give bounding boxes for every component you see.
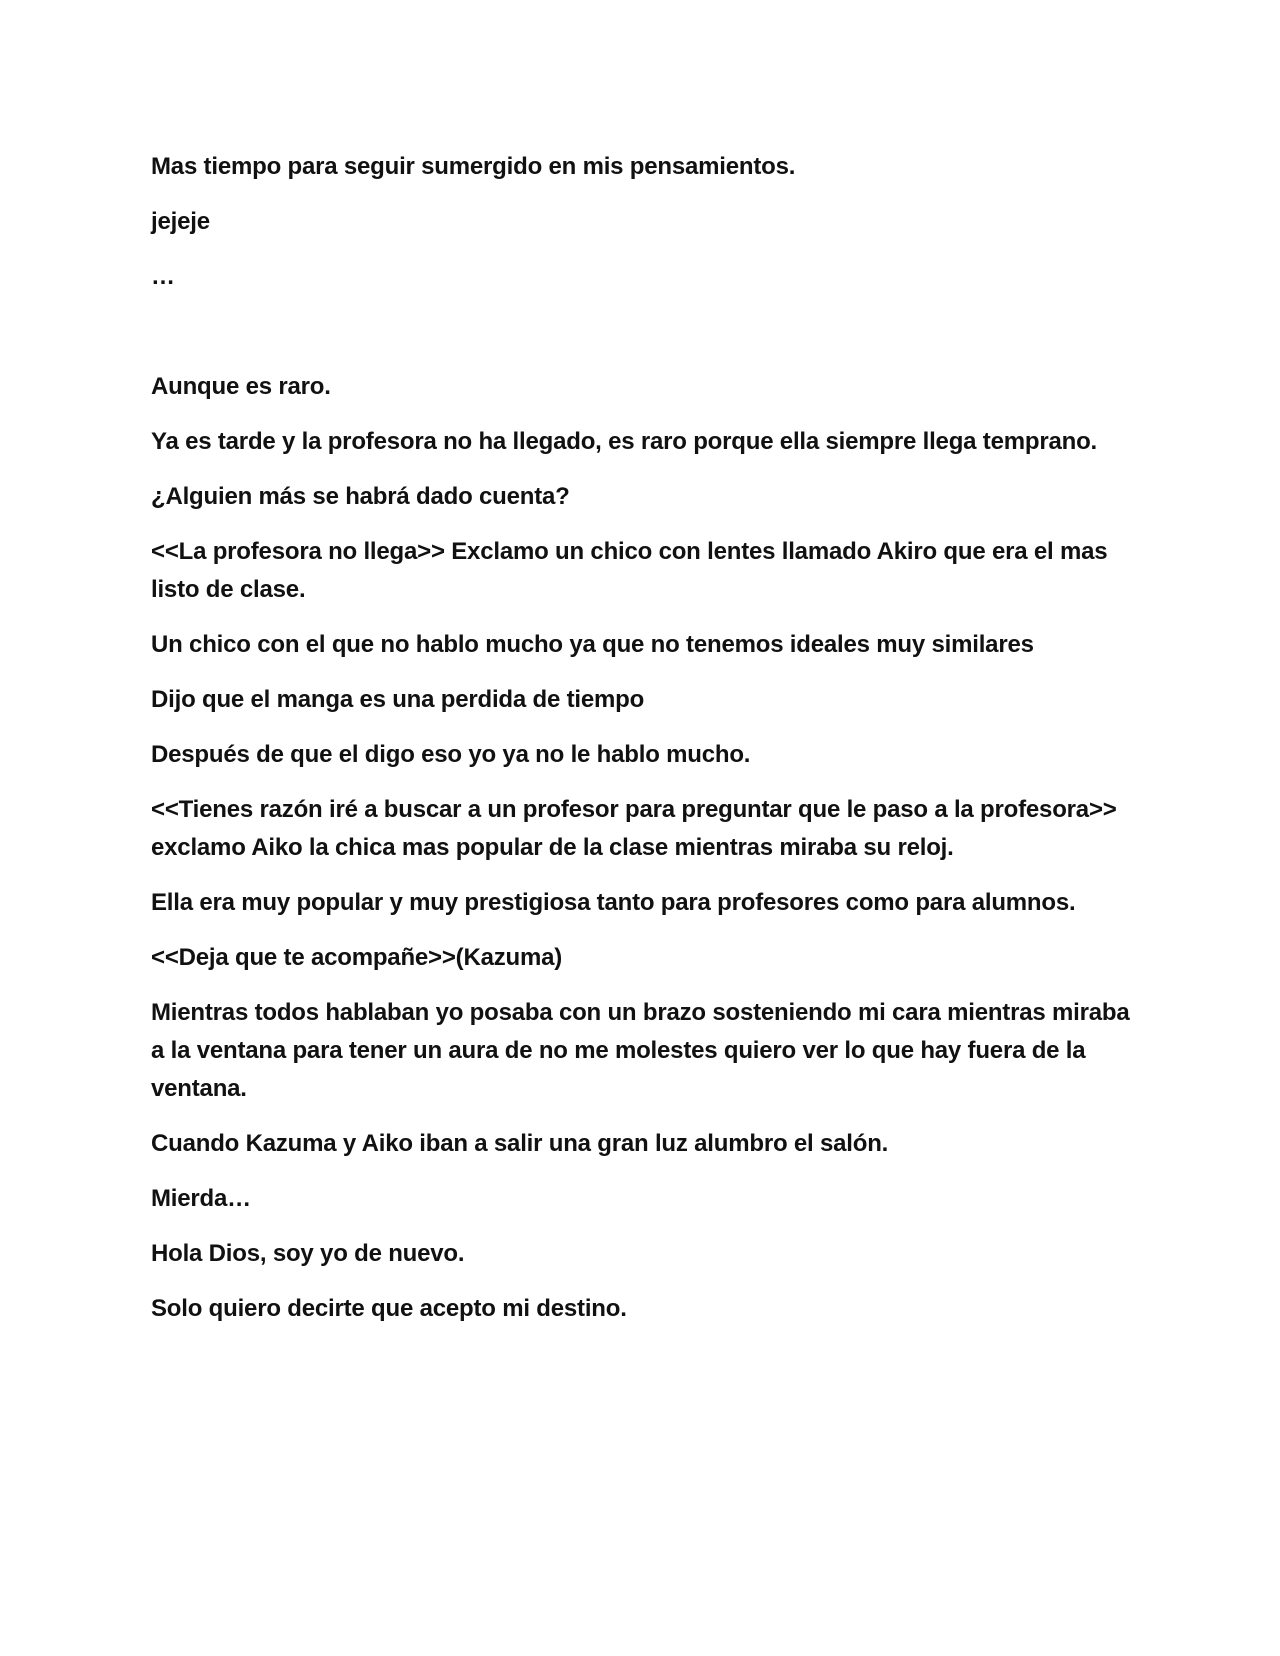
paragraph: Dijo que el manga es una perdida de tiempo [151, 686, 645, 713]
paragraph: Hola Dios, soy yo de nuevo. [151, 1240, 465, 1267]
paragraph: <<Tienes razón iré a buscar a un profesor para preguntar que le paso a la profesora>> exclamo Aiko la chica mas popular de la clase mientras miraba su reloj. [151, 796, 1117, 861]
paragraph: jejeje [151, 208, 210, 235]
paragraph: Solo quiero decirte que acepto mi destino. [151, 1295, 627, 1322]
paragraph: ¿Alguien más se habrá dado cuenta? [151, 483, 570, 510]
paragraph: <<La profesora no llega>> Exclamo un chico con lentes llamado Akiro que era el mas listo de clase. [151, 538, 1108, 603]
paragraph: Mientras todos hablaban yo posaba con un brazo sosteniendo mi cara mientras miraba a la ventana para tener un aura de no me molestes quiero ver lo que hay fuera de la ventana. [151, 999, 1130, 1102]
paragraph: Ya es tarde y la profesora no ha llegado, es raro porque ella siempre llega temprano. [151, 428, 1098, 455]
paragraph: … [151, 263, 175, 290]
paragraph: Mierda… [151, 1185, 251, 1212]
paragraph: Mas tiempo para seguir sumergido en mis pensamientos. [151, 153, 796, 180]
paragraph: Después de que el digo eso yo ya no le hablo mucho. [151, 741, 751, 768]
paragraph: Un chico con el que no hablo mucho ya que no tenemos ideales muy similares [151, 631, 1034, 658]
paragraph: Ella era muy popular y muy prestigiosa tanto para profesores como para alumnos. [151, 889, 1076, 916]
paragraph: Cuando Kazuma y Aiko iban a salir una gran luz alumbro el salón. [151, 1130, 889, 1157]
paragraph: <<Deja que te acompañe>>(Kazuma) [151, 944, 563, 971]
document-body [151, 148, 1141, 1345]
paragraph: Aunque es raro. [151, 373, 331, 400]
